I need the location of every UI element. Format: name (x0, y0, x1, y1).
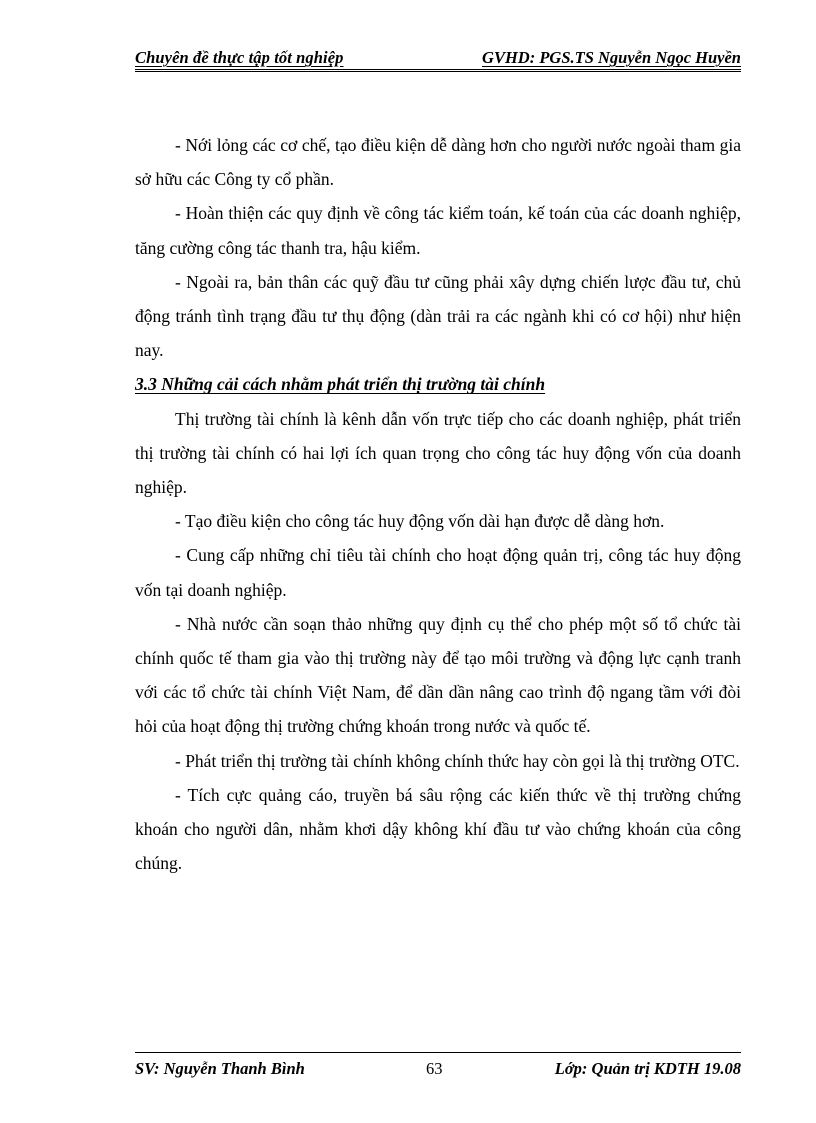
paragraph: - Hoàn thiện các quy định về công tác kiểm toán, kế toán của các doanh nghiệp, tăng cường công tác thanh tra, hậu kiểm. (135, 203, 741, 258)
paragraph: - Phát triển thị trường tài chính không chính thức hay còn gọi là thị trường OTC. (175, 750, 740, 771)
paragraph: Thị trường tài chính là kênh dẫn vốn trực tiếp cho các doanh nghiệp, phát triển thị trường tài chính có hai lợi ích quan trọng cho công tác huy động vốn của doanh nghiệp. (135, 408, 741, 498)
paragraph: - Tích cực quảng cáo, truyền bá sâu rộng các kiến thức về thị trường chứng khoán cho người dân, nhằm khơi dậy không khí đầu tư vào chứng khoán của công chúng. (135, 784, 741, 874)
paragraph: - Cung cấp những chỉ tiêu tài chính cho hoạt động quản trị, công tác huy động vốn tại doanh nghiệp. (135, 545, 741, 600)
page-number: 63 (426, 1059, 443, 1078)
paragraph: - Nhà nước cần soạn thảo những quy định cụ thể cho phép một số tổ chức tài chính quốc tế tham gia vào thị trường này để tạo môi trường và động lực cạnh tranh với các tổ chức tài chính Việt Nam, để dần dần nâng cao trình độ ngang tầm với đòi hỏi của hoạt động thị trường chứng khoán trong nước và quốc tế. (135, 613, 741, 737)
footer-student: SV: Nguyễn Thanh Bình (135, 1059, 305, 1078)
header-supervisor: GVHD: PGS.TS Nguyễn Ngọc Huyền (482, 48, 741, 67)
page-footer (135, 1052, 741, 1080)
page-content (135, 128, 741, 880)
paragraph: - Ngoài ra, bản thân các quỹ đầu tư cũng phải xây dựng chiến lược đầu tư, chủ động tránh tình trạng đầu tư thụ động (dàn trải ra các ngành khi có cơ hội) như hiện nay. (135, 271, 741, 361)
page-header (135, 44, 741, 72)
paragraph: - Nới lỏng các cơ chế, tạo điều kiện dễ dàng hơn cho người nước ngoài tham gia sở hữu các Công ty cổ phần. (135, 135, 741, 190)
header-title: Chuyên đề thực tập tốt nghiệp (135, 48, 344, 67)
section-heading: 3.3 Những cải cách nhằm phát triển thị trường tài chính (135, 374, 546, 395)
footer-class: Lớp: Quản trị KDTH 19.08 (554, 1059, 741, 1078)
paragraph: - Tạo điều kiện cho công tác huy động vốn dài hạn được dễ dàng hơn. (175, 511, 665, 532)
